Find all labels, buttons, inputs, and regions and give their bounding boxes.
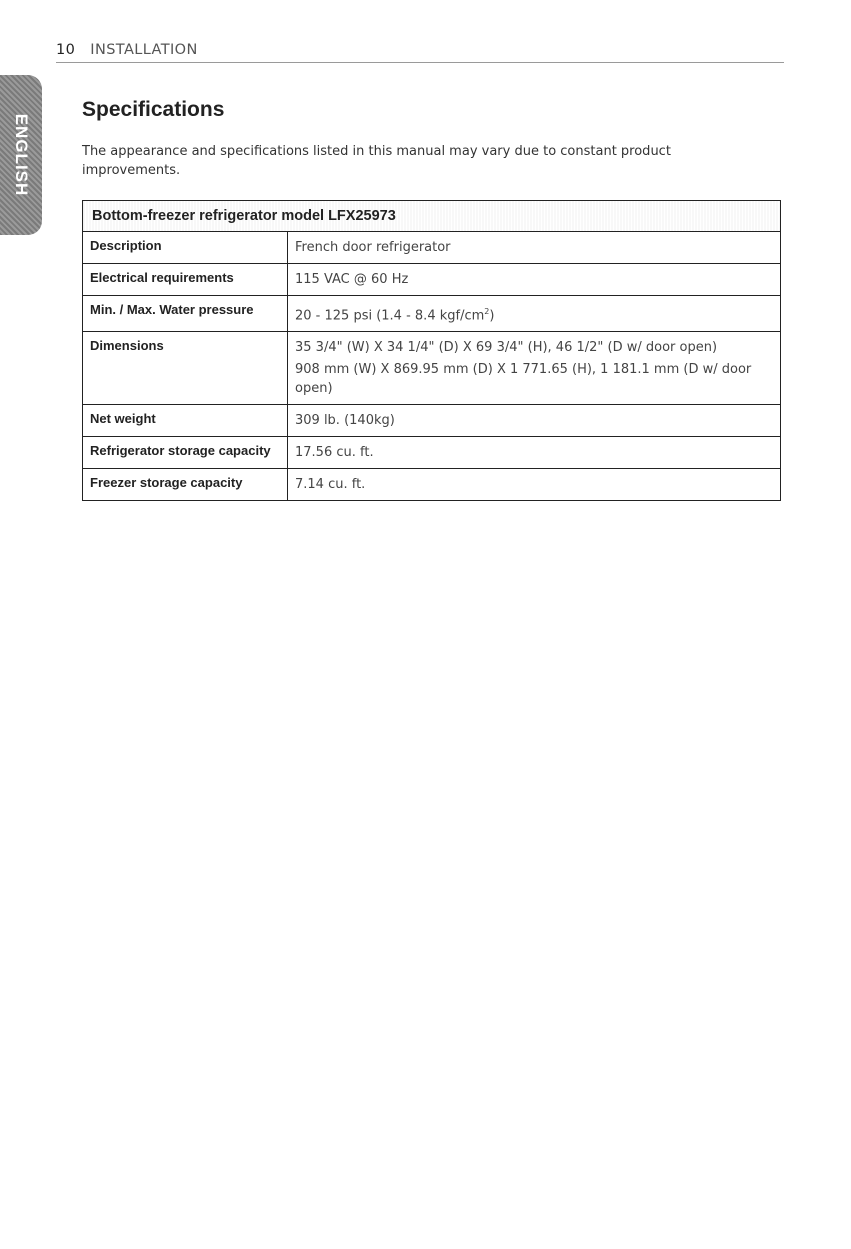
table-row [83,232,781,264]
row-value: 17.56 cu. ft. [288,437,781,469]
table-caption-row [83,201,781,232]
row-label: Description [83,232,288,264]
specifications-table [82,200,781,501]
row-value [288,296,781,332]
page-title: Specifications [82,98,225,121]
table-row [83,405,781,437]
row-value-text: 20 - 125 psi (1.4 - 8.4 kgf/cm [295,308,485,324]
row-value: 115 VAC @ 60 Hz [288,264,781,296]
language-tab-label: ENGLISH [12,113,31,197]
section-title: INSTALLATION [90,42,198,58]
row-label: Dimensions [83,332,288,405]
row-label: Refrigerator storage capacity [83,437,288,469]
page-number: 10 [56,42,76,58]
row-value [288,332,781,405]
row-value-suffix: ) [489,308,495,324]
language-tab [0,75,42,235]
row-value: 309 lb. (140kg) [288,405,781,437]
dimensions-metric: 908 mm (W) X 869.95 mm (D) X 1 771.65 (H), 1 181.1 mm (D w/ door open) [295,362,752,397]
dimensions-imperial: 35 3/4" (W) X 34 1/4" (D) X 69 3/4" (H), 46 1/2" (D w/ door open) [295,340,718,356]
row-label: Net weight [83,405,288,437]
row-value-superscript: 2 [484,307,490,316]
table-row [83,296,781,332]
table-caption: Bottom-freezer refrigerator model LFX25973 [83,201,781,232]
row-label: Min. / Max. Water pressure [83,296,288,332]
row-value: 7.14 cu. ft. [288,469,781,501]
intro-text: The appearance and specifications listed in this manual may vary due to constant product improvements. [82,144,671,178]
table-row [83,332,781,405]
table-row [83,437,781,469]
table-row [83,469,781,501]
row-label: Electrical requirements [83,264,288,296]
row-value: French door refrigerator [288,232,781,264]
row-label: Freezer storage capacity [83,469,288,501]
page-header [56,42,784,63]
table-row [83,264,781,296]
